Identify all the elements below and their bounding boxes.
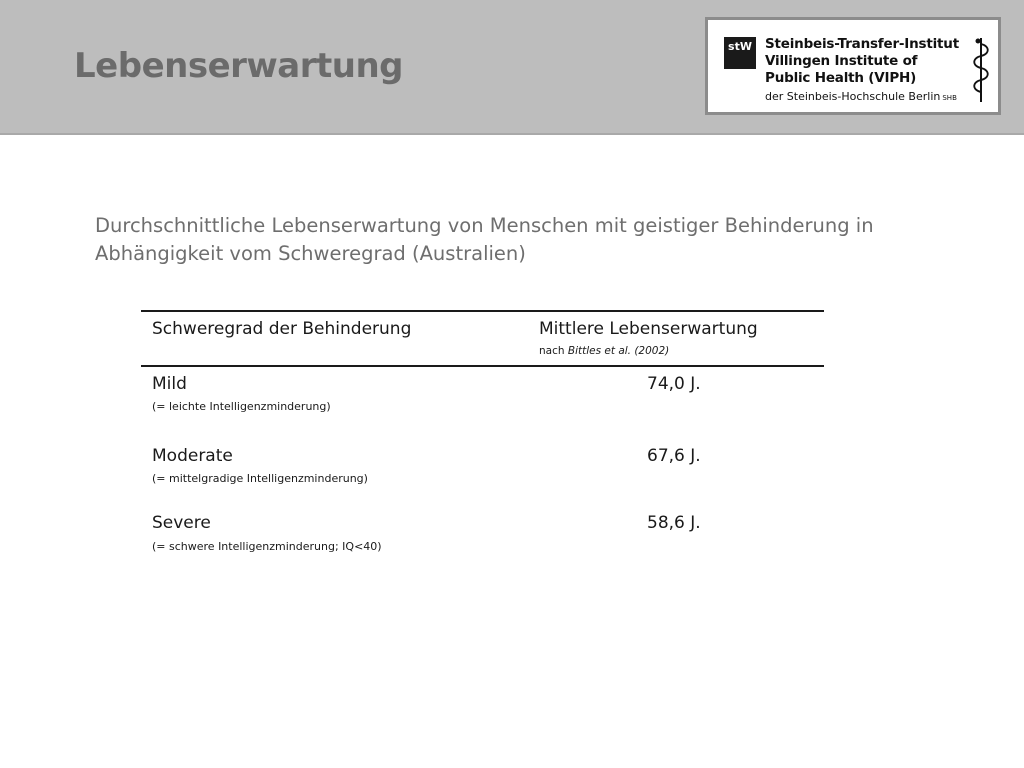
- row-severe-note: (= schwere Intelligenzminderung; IQ<40): [152, 540, 382, 553]
- row-mild-value: 74,0 J.: [647, 374, 701, 394]
- row-moderate-note: (= mittelgradige Intelligenzminderung): [152, 472, 368, 485]
- logo-line-4: [765, 90, 957, 103]
- row-moderate-name: Moderate: [152, 446, 233, 466]
- logo-line-1: Steinbeis-Transfer-Institut: [765, 36, 959, 52]
- table-header-rule: [141, 365, 824, 367]
- intro-text: Durchschnittliche Lebenserwartung von Menschen mit geistiger Behinderung in Abhängigkeit vom Schweregrad (Australien): [95, 214, 874, 265]
- logo-line-3: Public Health (VIPH): [765, 70, 917, 86]
- column-header-life-expectancy: Mittlere Lebenserwartung: [539, 319, 758, 339]
- column-header-severity: Schweregrad der Behinderung: [152, 319, 412, 339]
- header-band: [0, 0, 1024, 135]
- logo-line-2: Villingen Institute of: [765, 53, 918, 69]
- source-prefix: nach: [539, 345, 568, 357]
- logo-line-4-suffix: SHB: [942, 94, 957, 102]
- row-moderate-value: 67,6 J.: [647, 446, 701, 466]
- table-top-rule: [141, 310, 824, 312]
- institute-logo: [705, 17, 1001, 115]
- stw-logo-mark-text: stW: [728, 40, 752, 53]
- logo-line-4-text: der Steinbeis-Hochschule Berlin: [765, 90, 941, 103]
- row-mild-note: (= leichte Intelligenzminderung): [152, 400, 331, 413]
- stw-logo-mark: [724, 37, 756, 69]
- staff-of-asclepius-icon: [970, 34, 992, 104]
- row-severe-name: Severe: [152, 513, 211, 533]
- column-header-source: [539, 345, 669, 357]
- row-severe-value: 58,6 J.: [647, 513, 701, 533]
- row-mild-name: Mild: [152, 374, 187, 394]
- source-citation: Bittles et al. (2002): [567, 345, 670, 357]
- page-title: Lebenserwartung: [74, 46, 404, 86]
